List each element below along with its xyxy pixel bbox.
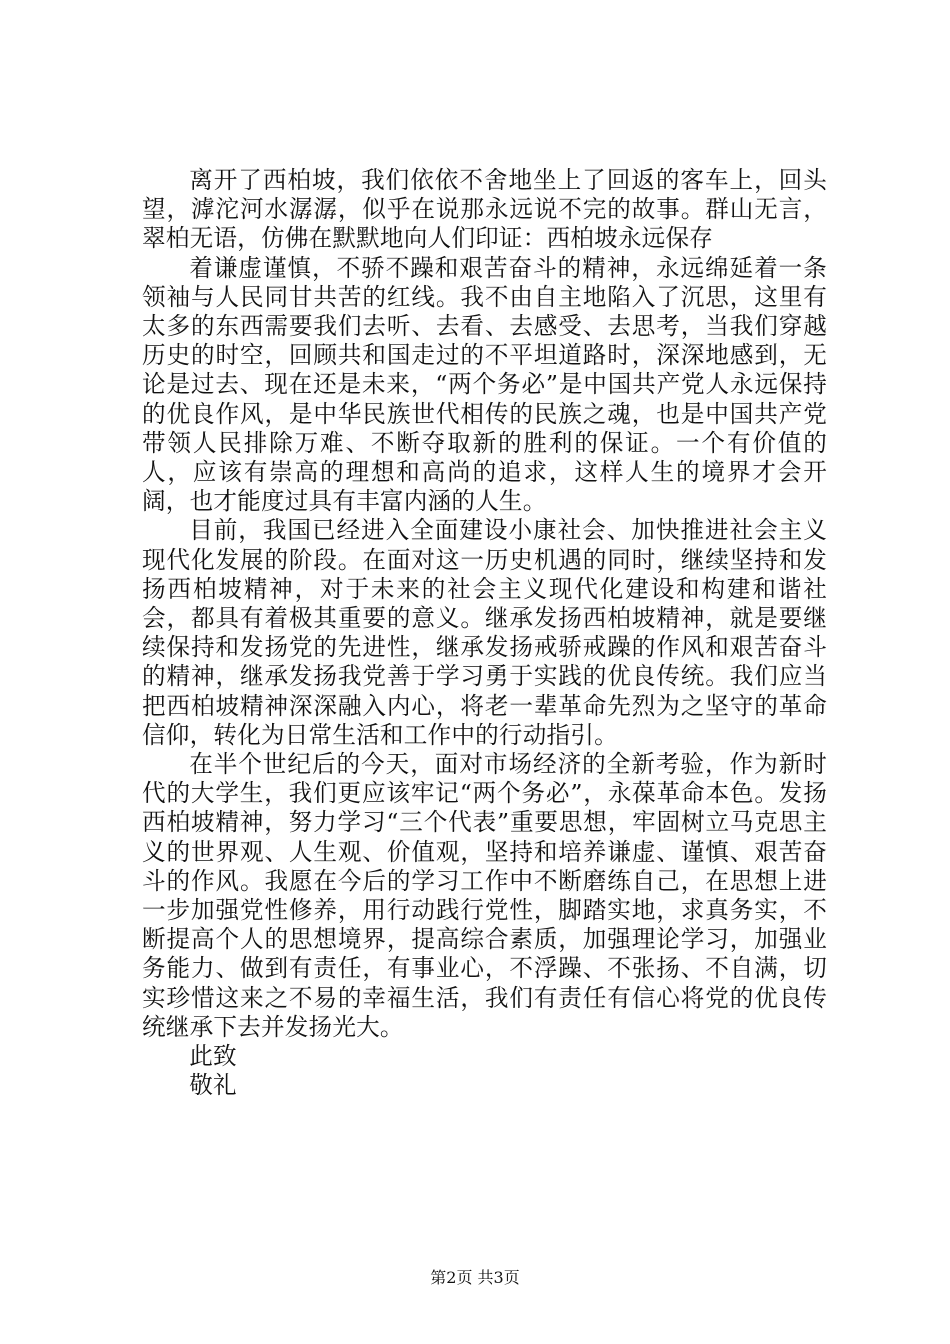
page-number: 第2页 共3页 (430, 1268, 520, 1287)
closing-salutation: 此致 (189, 1042, 237, 1071)
paragraph-2: 着谦虚谨慎，不骄不躁和艰苦奋斗的精神，永远绵延着一条领袖与人民同甘共苦的红线。我不由自主地陷入了沉思，这里有太多的东西需要我们去听、去看、去感受、去思考，当我们穿越历史的时空，回顾共和国走过的不平坦道路时，深深地感到，无论是过去、现在还是未来，“两个务必”是中国共产党人永远保持的优良作风，是中华民族世代相传的民族之魂，也是中国共产党带领人民排除万难、不断夺取新的胜利的保证。一个有价值的人，应该有崇高的理想和高尚的追求，这样人生的境界才会开阔，也才能度过具有丰富内涵的人生。 (142, 253, 827, 516)
paragraph-1: 离开了西柏坡，我们依依不舍地坐上了回返的客车上，回头望，滹沱河水潺潺，似乎在说那永远说不完的故事。群山无言，翠柏无语，仿佛在默默地向人们印证：西柏坡永远保存 (142, 166, 827, 253)
paragraph-4: 在半个世纪后的今天，面对市场经济的全新考验，作为新时代的大学生，我们更应该牢记“两个务必”，永葆革命本色。发扬西柏坡精神，努力学习“三个代表”重要思想，牢固树立马克思主义的世界观、人生观、价值观，坚持和培养谦虚、谨慎、艰苦奋斗的作风。我愿在今后的学习工作中不断磨练自己，在思想上进一步加强党性修养，用行动践行党性，脚踏实地，求真务实，不断提高个人的思想境界，提高综合素质，加强理论学习，加强业务能力、做到有责任，有事业心，不浮躁、不张扬、不自满，切实珍惜这来之不易的幸福生活，我们有责任有信心将党的优良传统继承下去并发扬光大。 (142, 750, 827, 1041)
letter-body (142, 166, 827, 1101)
closing-regards: 敬礼 (189, 1071, 237, 1100)
paragraph-3: 目前，我国已经进入全面建设小康社会、加快推进社会主义现代化发展的阶段。在面对这一历史机遇的同时，继续坚持和发扬西柏坡精神，对于未来的社会主义现代化建设和构建和谐社会，都具有着极其重要的意义。继承发扬西柏坡精神，就是要继续保持和发扬党的先进性，继承发扬戒骄戒躁的作风和艰苦奋斗的精神，继承发扬我党善于学习勇于实践的优良传统。我们应当把西柏坡精神深深融入内心，将老一辈革命先烈为之坚守的革命信仰，转化为日常生活和工作中的行动指引。 (142, 516, 827, 749)
